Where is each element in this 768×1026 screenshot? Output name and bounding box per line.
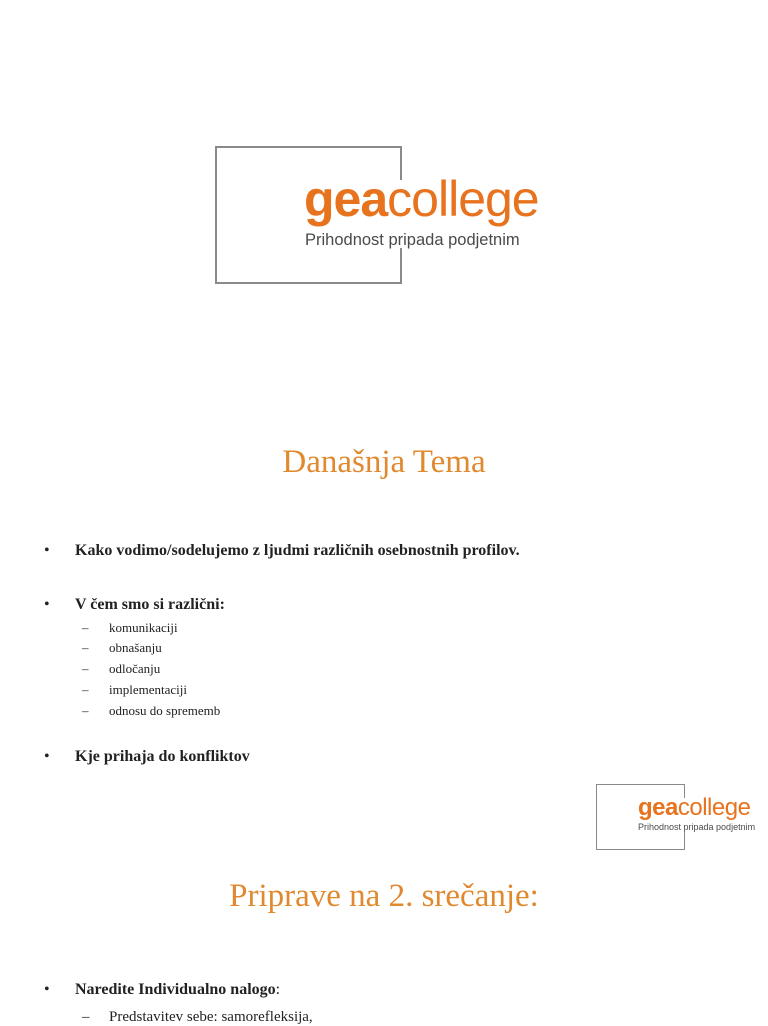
sub-item: komunikaciji: [109, 620, 178, 635]
bullet-text: Kje prihaja do konfliktov: [75, 748, 250, 765]
bullet-icon: •: [44, 981, 50, 998]
bullet-icon: •: [44, 748, 50, 765]
slide-title: Priprave na 2. srečanje:: [229, 878, 539, 914]
sub-item: odločanju: [109, 661, 161, 676]
dash-icon: –: [82, 620, 89, 635]
logo-tagline: Prihodnost pripada podjetnim: [305, 231, 520, 249]
dash-icon: –: [82, 1009, 90, 1025]
bullet-icon: •: [44, 542, 50, 559]
dash-icon: –: [82, 682, 89, 697]
bullet-text: Kako vodimo/sodelujemo z ljudmi različnih osebnostnih profilov.: [75, 542, 520, 559]
bullet-text: V čem smo si različni:: [75, 596, 225, 613]
dash-icon: –: [82, 703, 89, 718]
dash-icon: –: [82, 640, 89, 655]
bullet-icon: •: [44, 596, 50, 613]
sub-item: odnosu do sprememb: [109, 703, 221, 718]
bullet-text: Naredite Individualno nalogo:: [75, 981, 281, 998]
sub-item: implementaciji: [109, 682, 187, 697]
gea-college-logo: geacollege: [304, 171, 539, 227]
gea-college-logo: geacollege: [638, 794, 751, 821]
dash-icon: –: [82, 661, 89, 676]
logo-tagline: Prihodnost pripada podjetnim: [638, 822, 756, 832]
sub-item: obnašanju: [109, 640, 162, 655]
slide-title: Današnja Tema: [282, 444, 486, 480]
sub-item: Predstavitev sebe: samorefleksija,: [109, 1009, 313, 1025]
